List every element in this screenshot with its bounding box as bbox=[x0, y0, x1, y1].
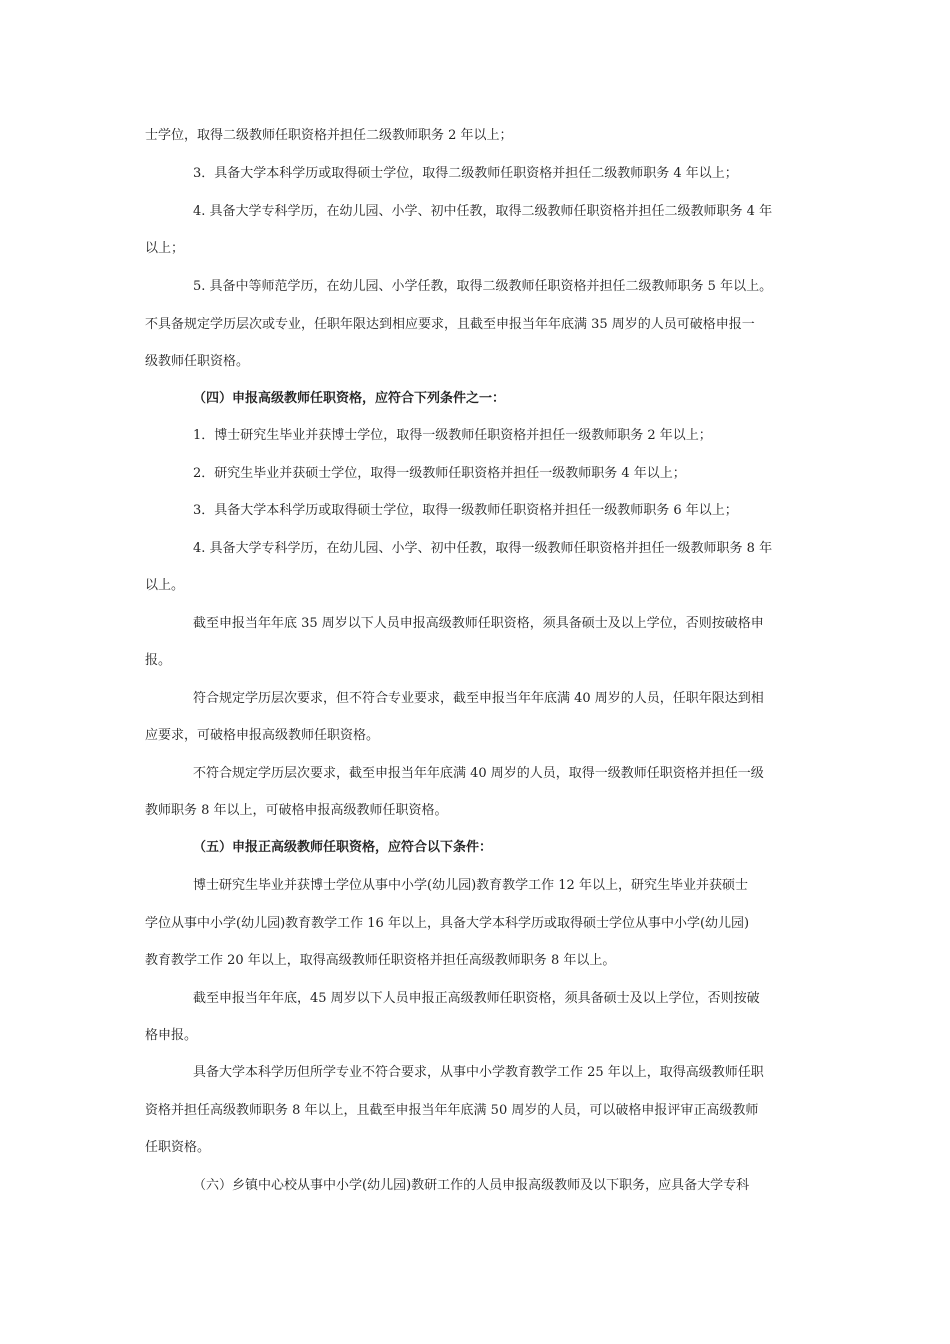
section-heading: （五）申报正高级教师任职资格，应符合以下条件： bbox=[193, 840, 493, 855]
text-line: 截至申报当年年底 35 周岁以下人员申报高级教师任职资格，须具备硕士及以上学位，否则按破格申 bbox=[193, 616, 764, 631]
text-line: 格申报。 bbox=[145, 1028, 198, 1043]
text-line: 4. 具备大学专科学历，在幼儿园、小学、初中任教，取得一级教师任职资格并担任一级教师职务 8 年 bbox=[193, 541, 773, 556]
text-line: 4. 具备大学专科学历，在幼儿园、小学、初中任教，取得二级教师任职资格并担任二级教师职务 4 年 bbox=[193, 204, 773, 219]
text-line: 资格并担任高级教师职务 8 年以上，且截至申报当年年底满 50 周岁的人员，可以破格申报评审正高级教师 bbox=[145, 1103, 759, 1118]
text-line: 士学位，取得二级教师任职资格并担任二级教师职务 2 年以上； bbox=[145, 128, 513, 143]
text-line: 3．具备大学本科学历或取得硕士学位，取得一级教师任职资格并担任一级教师职务 6 年以上； bbox=[193, 503, 738, 518]
text-line: 具备大学本科学历但所学专业不符合要求，从事中小学教育教学工作 25 年以上，取得高级教师任职 bbox=[193, 1065, 764, 1080]
section-heading: （四）申报高级教师任职资格，应符合下列条件之一： bbox=[193, 391, 506, 406]
text-line: 任职资格。 bbox=[145, 1140, 211, 1155]
text-line: 截至申报当年年底，45 周岁以下人员申报正高级教师任职资格，须具备硕士及以上学位，否则按破 bbox=[193, 991, 760, 1006]
text-line: 5. 具备中等师范学历，在幼儿园、小学任教，取得二级教师任职资格并担任二级教师职务 5 年以上。 bbox=[193, 279, 773, 294]
text-line: 级教师任职资格。 bbox=[145, 354, 250, 369]
text-line: 不符合规定学历层次要求，截至申报当年年底满 40 周岁的人员，取得一级教师任职资格并担任一级 bbox=[193, 766, 764, 781]
text-line: 以上； bbox=[145, 241, 185, 256]
text-line: 以上。 bbox=[145, 578, 185, 593]
text-line: 符合规定学历层次要求，但不符合专业要求，截至申报当年年底满 40 周岁的人员，任职年限达到相 bbox=[193, 691, 764, 706]
text-line: 1．博士研究生毕业并获博士学位，取得一级教师任职资格并担任一级教师职务 2 年以上； bbox=[193, 428, 712, 443]
text-line: 博士研究生毕业并获博士学位从事中小学(幼儿园)教育教学工作 12 年以上，研究生毕业并获硕士 bbox=[193, 878, 748, 893]
text-line: 应要求，可破格申报高级教师任职资格。 bbox=[145, 728, 380, 743]
text-line: 2．研究生毕业并获硕士学位，取得一级教师任职资格并担任一级教师职务 4 年以上； bbox=[193, 466, 686, 481]
text-line: 3．具备大学本科学历或取得硕士学位，取得二级教师任职资格并担任二级教师职务 4 年以上； bbox=[193, 166, 738, 181]
text-line: 不具备规定学历层次或专业，任职年限达到相应要求，且截至申报当年年底满 35 周岁的人员可破格申报一 bbox=[145, 317, 755, 332]
text-line: 学位从事中小学(幼儿园)教育教学工作 16 年以上，具备大学本科学历或取得硕士学位从事中小学(幼儿园) bbox=[145, 916, 750, 931]
text-line: 教师职务 8 年以上，可破格申报高级教师任职资格。 bbox=[145, 803, 448, 818]
text-line: 教育教学工作 20 年以上，取得高级教师任职资格并担任高级教师职务 8 年以上。 bbox=[145, 953, 616, 968]
text-line: 报。 bbox=[145, 653, 172, 668]
text-line: （六）乡镇中心校从事中小学(幼儿园)教研工作的人员申报高级教师及以下职务，应具备大学专科 bbox=[193, 1178, 750, 1193]
